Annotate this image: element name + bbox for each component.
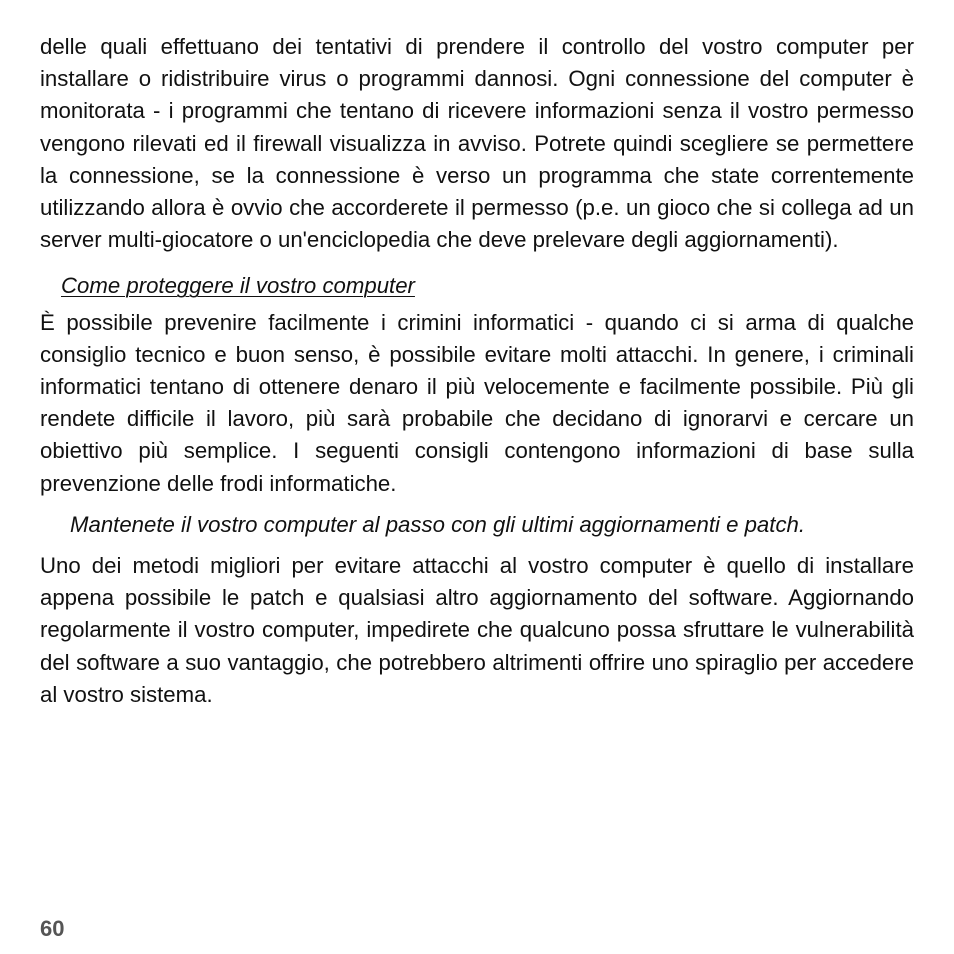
page-number: 60: [40, 916, 65, 941]
body-paragraph-updates: Uno dei metodi migliori per evitare attacchi al vostro computer è quello di installare appena possibile le patch e qualsiasi altro aggiornamento del software. Aggiornando regolarmente il vostro computer, impedirete che qualcuno possa sfruttare le vulnerabilità del software a suo vantaggio, che potrebbero altrimenti offrire uno spiraglio per accedere al vostro sistema.: [40, 553, 914, 707]
body-paragraph-firewall: delle quali effettuano dei tentativi di prendere il controllo del vostro computer per installare o ridistribuire virus o programmi dannosi. Ogni connessione del computer è monitorata - i programmi che tentano di ricevere informazioni senza il vostro permesso vengono rilevati ed il firewall visualizza in avviso. Potrete quindi scegliere se permettere la connessione, se la connessione è verso un programma che state correntemente utilizzando allora è ovvio che accorderete il permesso (p.e. un gioco che si collega ad un server multi-giocatore o un'enciclopedia che deve prelevare degli aggiornamenti).: [40, 34, 914, 253]
document-page: [40, 31, 914, 711]
body-paragraph-prevention: È possibile prevenire facilmente i crimini informatici - quando ci si arma di qualche consiglio tecnico e buon senso, è possibile evitare molti attacchi. In genere, i criminali informatici tentano di ottenere denaro il più velocemente e facilmente possibile. Più gli rendete difficile il lavoro, più sarà probabile che decidano di ignorarvi e cercare un obiettivo più semplice. I seguenti consigli contengono informazioni di base sulla prevenzione delle frodi informatiche.: [40, 309, 914, 496]
tip-subheading: Mantenete il vostro computer al passo con gli ultimi aggiornamenti e patch.: [70, 511, 806, 537]
section-heading: Come proteggere il vostro computer: [61, 273, 415, 299]
